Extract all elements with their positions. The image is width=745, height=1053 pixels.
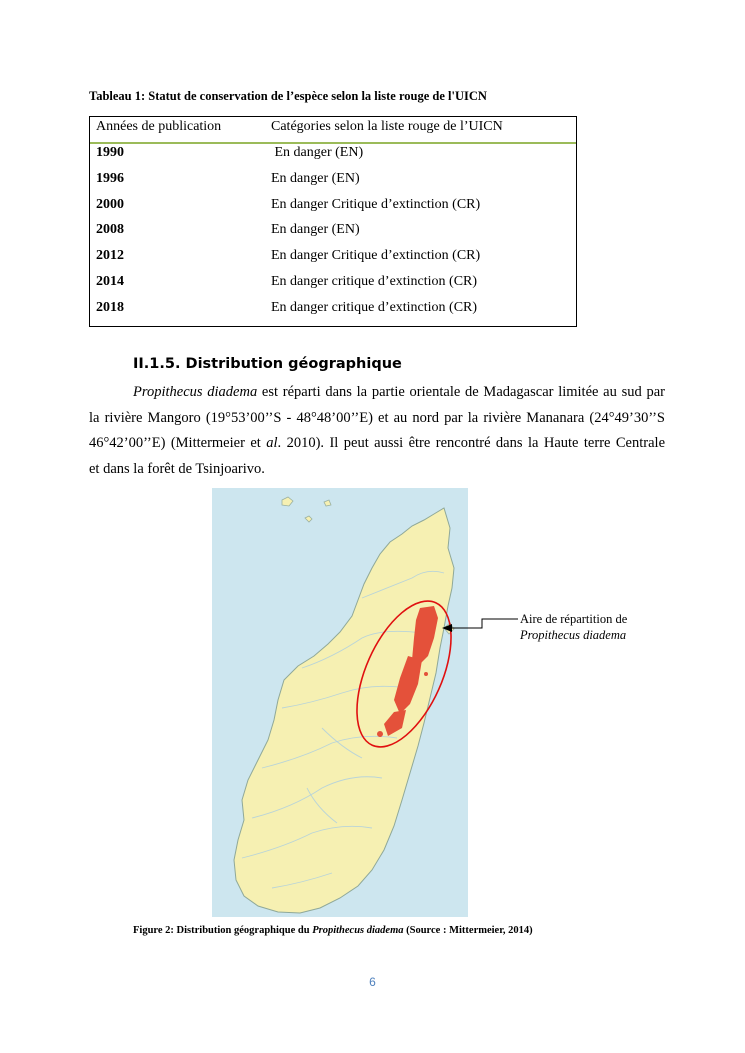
madagascar-distribution-map <box>212 488 468 917</box>
paragraph-text: est réparti dans la partie orientale de Madagascar limitée au sud par <box>257 384 665 400</box>
map-graphic <box>212 488 468 917</box>
figure-caption-species: Propithecus diadema <box>312 925 404 936</box>
row-year: 2014 <box>96 274 124 289</box>
legend-line-2: Propithecus diadema <box>520 628 627 642</box>
row-year: 2018 <box>96 300 124 315</box>
table-row <box>90 300 576 325</box>
table-row <box>90 145 576 170</box>
table-row <box>90 248 576 273</box>
row-year: 2008 <box>96 222 124 237</box>
row-category: En danger Critique d’extinction (CR) <box>271 197 481 212</box>
row-category: En danger critique d’extinction (CR) <box>271 300 478 315</box>
row-year: 1996 <box>96 171 124 186</box>
row-category: En danger Critique d’extinction (CR) <box>271 248 481 263</box>
et-al: al <box>266 435 278 451</box>
header-categories: Catégories selon la liste rouge de l’UICN <box>271 119 503 134</box>
paragraph-line <box>89 431 665 457</box>
row-year: 2012 <box>96 248 124 263</box>
paragraph-line: la rivière Mangoro (19°53’00’’S - 48°48’00’’E) et au nord par la rivière Mananara (24°49’30’’S <box>89 409 665 426</box>
table-row <box>90 197 576 222</box>
row-category: En danger (EN) <box>271 171 360 186</box>
row-category: En danger critique d’extinction (CR) <box>271 274 478 289</box>
figure-caption-suffix: (Source : Mittermeier, 2014) <box>403 925 533 936</box>
figure-caption <box>133 925 533 936</box>
table-header-row <box>90 117 576 144</box>
map-legend <box>520 611 627 643</box>
paragraph-text: . 2010). Il peut aussi être rencontré dans la Haute terre Centrale <box>277 435 666 451</box>
conservation-status-table <box>89 116 577 327</box>
figure-caption-prefix: Figure 2: Distribution géographique du <box>133 925 313 936</box>
table-row <box>90 274 576 299</box>
section-paragraph <box>89 380 665 482</box>
row-category: En danger (EN) <box>271 222 360 237</box>
table-row <box>90 222 576 247</box>
row-category: En danger (EN) <box>271 145 364 160</box>
page-number: 6 <box>369 975 376 989</box>
header-years: Années de publication <box>96 119 222 134</box>
table-caption: Tableau 1: Statut de conservation de l’espèce selon la liste rouge de l'UICN <box>89 89 487 103</box>
paragraph-line: et dans la forêt de Tsinjoarivo. <box>89 460 265 477</box>
species-name: Propithecus diadema <box>133 384 258 400</box>
legend-arrow <box>440 615 520 637</box>
section-heading: II.1.5. Distribution géographique <box>133 356 402 372</box>
row-year: 1990 <box>96 145 124 160</box>
paragraph-text: 46°42’00’’E) (Mittermeier et <box>89 435 267 451</box>
table-row <box>90 171 576 196</box>
row-year: 2000 <box>96 197 124 212</box>
legend-line-1: Aire de répartition de <box>520 612 628 626</box>
paragraph-line <box>89 380 665 406</box>
